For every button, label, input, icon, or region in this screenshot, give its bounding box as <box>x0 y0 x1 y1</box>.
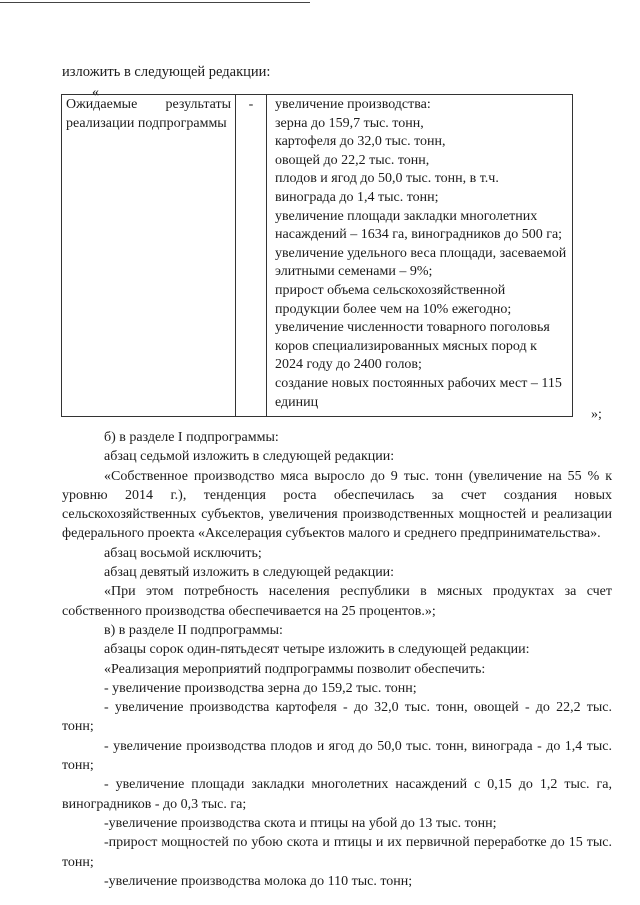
dash-cell <box>236 95 267 417</box>
body-text <box>62 428 612 891</box>
paragraph: абзацы сорок один-пятьдесят четыре изложить в следующей редакции: <box>104 642 530 658</box>
label-cell <box>62 95 236 417</box>
paragraph: - увеличение производства плодов и ягод до 50,0 тыс. тонн, винограда - до 1,4 тыс. тонн; <box>62 738 612 774</box>
paragraph: абзац седьмой изложить в следующей редакции: <box>104 449 395 465</box>
paragraph: - увеличение производства зерна до 159,2 тыс. тонн; <box>104 680 417 696</box>
paragraph: - увеличение площади закладки многолетних насаждений с 0,15 до 1,2 тыс. га, виноградников - до 0,3 тыс. га; <box>62 777 612 812</box>
value-line: прирост объема сельскохозяйственной продукции более чем на 10% ежегодно; <box>275 282 512 317</box>
paragraph: -прирост мощностей по убою скота и птицы и их первичной переработке до 15 тыс. тонн; <box>62 835 612 870</box>
value-line: винограда до 1,4 тыс. тонн; <box>275 189 439 205</box>
paragraph: -увеличение производства молока до 110 тыс. тонн; <box>104 873 413 889</box>
value-line: увеличение производства: <box>275 97 431 112</box>
value-line: увеличение удельного веса площади, засеваемой элитными семенами – 9%; <box>275 245 567 280</box>
intro-line: изложить в следующей редакции: <box>62 64 271 80</box>
paragraph: б) в разделе I подпрограммы: <box>104 430 279 445</box>
paragraph: абзац девятый изложить в следующей редакции: <box>104 565 395 581</box>
paragraph: «Реализация мероприятий подпрограммы позволит обеспечить: <box>104 661 486 677</box>
paragraph: - увеличение производства картофеля - до 32,0 тыс. тонн, овощей - до 22,2 тыс. тонн; <box>62 700 612 735</box>
opening-quote: « <box>92 85 99 100</box>
value-line: зерна до 159,7 тыс. тонн, <box>275 115 424 131</box>
values-cell <box>267 95 573 417</box>
paragraph: «Собственное производство мяса выросло до 9 тыс. тонн (увеличение на 55 % к уровню 2014 г.), тенденция роста обеспечилась за счет создания новых сельскохозяйственных субъектов, увеличения производственных мощностей и реализации федерального проекта «Акселерация субъектов малого и среднего предпринимательства». <box>62 468 612 542</box>
value-line: увеличение площади закладки многолетних насаждений – 1634 га, виноградников до 500 га; <box>275 208 563 243</box>
value-line: картофеля до 32,0 тыс. тонн, <box>275 134 446 150</box>
value-line: плодов и ягод до 50,0 тыс. тонн, в т.ч. <box>275 171 499 187</box>
closing-quote: »; <box>591 407 602 422</box>
value-line: увеличение численности товарного поголовья коров специализированных мясных пород к 2024 году до 2400 голов; <box>275 320 550 373</box>
value-line: создание новых постоянных рабочих мест – 115 единиц <box>275 375 562 410</box>
paragraph: в) в разделе II подпрограммы: <box>104 622 283 638</box>
dash-text: - <box>248 97 254 112</box>
label-text: Ожидаемые результаты реализации подпрограммы <box>66 97 231 131</box>
paragraph: абзац восьмой исключить; <box>104 545 262 561</box>
paragraph: «При этом потребность населения республики в мясных продуктах за счет собственного производства обеспечивается на 25 процентов.»; <box>62 584 612 619</box>
expected-results-table <box>61 94 573 417</box>
table-row <box>62 95 573 417</box>
value-line: овощей до 22,2 тыс. тонн, <box>275 152 430 168</box>
paragraph: -увеличение производства скота и птицы на убой до 13 тыс. тонн; <box>104 815 497 831</box>
